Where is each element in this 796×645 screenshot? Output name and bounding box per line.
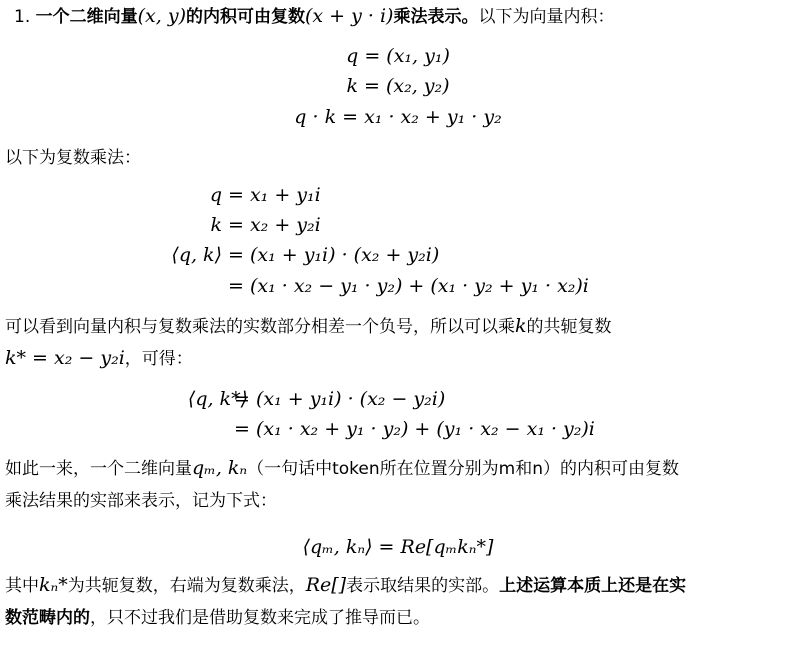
intro-rest: 以下为向量内积： bbox=[478, 7, 615, 27]
conj-text-a: 可以看到向量内积与复数乘法的实数部分相差一个负号，所以可以乘 bbox=[5, 317, 515, 337]
para3-text-c: 表示取结果的实部。 bbox=[346, 576, 500, 596]
intro-bold-a: 一个二维向量 bbox=[35, 7, 138, 27]
para2-line-1 bbox=[5, 456, 679, 481]
conj-math-k: k bbox=[515, 315, 527, 337]
para2-text-b: （一句话中token所在位置分别为m和n）的内积可由复数 bbox=[247, 459, 679, 479]
intro-math-a: (x, y) bbox=[137, 5, 186, 27]
eq-complex-2-rhs: = x₂ + y₂i bbox=[228, 214, 321, 236]
para3-line-2 bbox=[5, 606, 430, 630]
eq-complex-4-rhs: = (x₁ · x₂ − y₁ · y₂) + (x₁ · y₂ + y₁ · x₂)i bbox=[228, 275, 589, 297]
eq-conj-1-lhs: ⟨q, k*⟩ bbox=[187, 388, 248, 410]
eq-final: ⟨qₘ, kₙ⟩ = Re[qₘkₙ*] bbox=[302, 536, 494, 558]
conj-line-1 bbox=[5, 314, 612, 339]
para2-math: qₘ, kₙ bbox=[192, 457, 248, 479]
eq-conj-2-rhs: = (x₁ · x₂ + y₁ · y₂) + (y₁ · x₂ − x₁ · y₂)i bbox=[234, 418, 595, 440]
conj-line-2 bbox=[5, 346, 193, 371]
eq-complex-2-lhs: k bbox=[210, 214, 222, 236]
eq-dot-1: q = (x₁, y₁) bbox=[346, 45, 450, 67]
para3-bold-2: 数范畴内的 bbox=[5, 608, 90, 628]
eq-dot-2: k = (x₂, y₂) bbox=[346, 75, 450, 97]
para3-rest: ，只不过我们是借助复数来完成了推导而已。 bbox=[90, 608, 430, 628]
conj-text-c: ，可得： bbox=[124, 349, 193, 369]
eq-conj-1-rhs: = (x₁ + y₁i) · (x₂ − y₂i) bbox=[234, 388, 446, 410]
intro-math-b: (x + y · i) bbox=[305, 5, 394, 27]
para3-text-a: 其中 bbox=[5, 576, 39, 596]
para3-bold: 上述运算本质上还是在实 bbox=[499, 576, 687, 596]
conj-text-b: 的共轭复数 bbox=[526, 317, 612, 337]
para3-math-a: kₙ* bbox=[39, 574, 68, 596]
para3-math-b: Re[] bbox=[305, 574, 347, 596]
item-number: 1. bbox=[14, 7, 31, 27]
intro-bold-b: 的内积可由复数 bbox=[186, 7, 305, 27]
eq-dot-3: q · k = x₁ · x₂ + y₁ · y₂ bbox=[294, 106, 502, 128]
eq-complex-3-rhs: = (x₁ + y₁i) · (x₂ + y₂i) bbox=[228, 244, 440, 266]
intro-bold-c: 乘法表示。 bbox=[393, 7, 479, 27]
eq-complex-3-lhs: ⟨q, k⟩ bbox=[171, 244, 222, 266]
para3-line-1 bbox=[5, 573, 686, 598]
para3-text-b: 为共轭复数，右端为复数乘法， bbox=[67, 576, 306, 596]
intro-line bbox=[14, 4, 614, 29]
conj-math-kstar: k* = x₂ − y₂i bbox=[5, 347, 125, 369]
para2-line-2: 乘法结果的实部来表示，记为下式： bbox=[5, 491, 277, 511]
para2-text-a: 如此一来，一个二维向量 bbox=[5, 459, 192, 479]
complex-intro: 以下为复数乘法： bbox=[5, 148, 141, 168]
eq-complex-1-lhs: q bbox=[209, 184, 222, 206]
eq-complex-1-rhs: = x₁ + y₁i bbox=[228, 184, 321, 206]
